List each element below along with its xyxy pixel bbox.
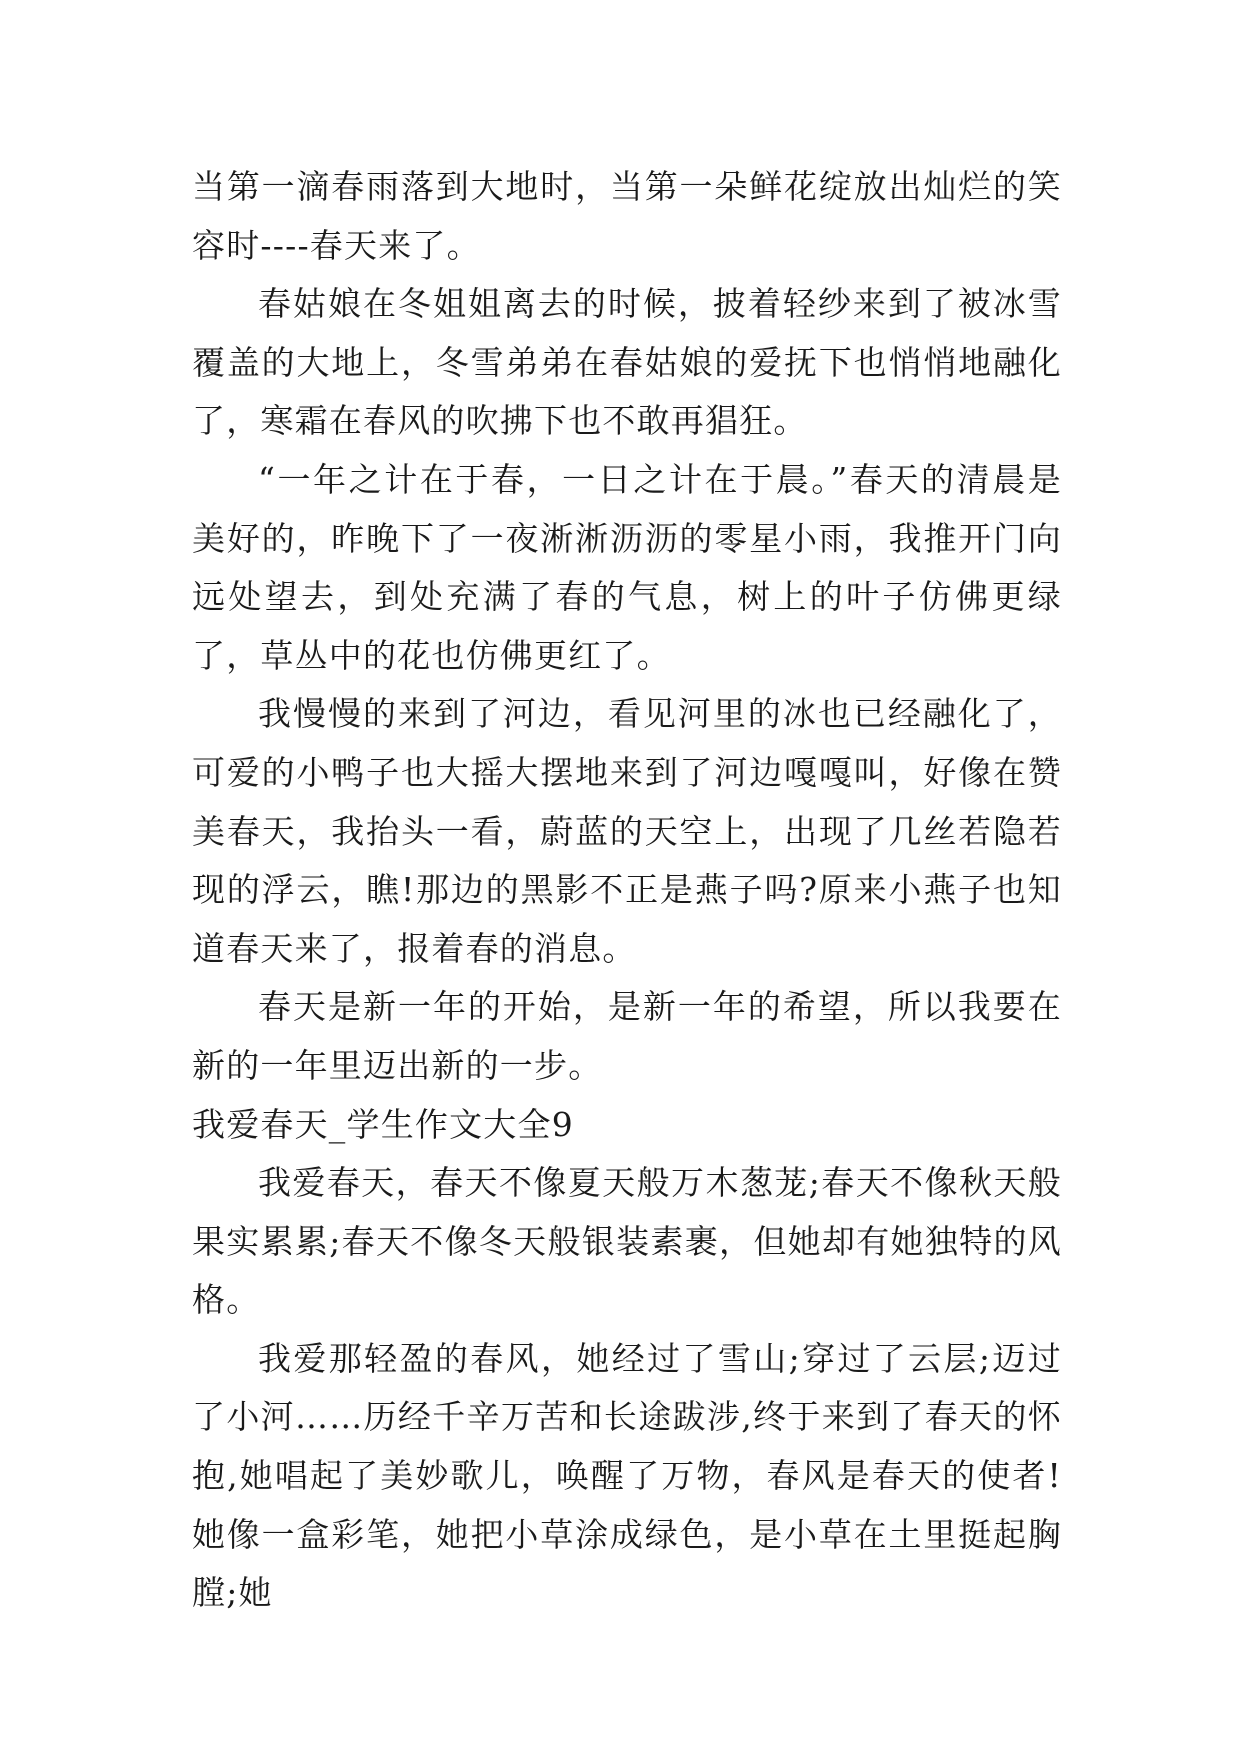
paragraph: 我慢慢的来到了河边，看见河里的冰也已经融化了，可爱的小鸭子也大摇大摆地来到了河边嘎嘎叫，好像在赞美春天，我抬头一看，蔚蓝的天空上，出现了几丝若隐若现的浮云，瞧!那边的黑影不正是燕子吗?原来小燕子也知道春天来了，报着春的消息。 xyxy=(192,694,1062,968)
paragraph: 我爱春天，春天不像夏天般万木葱茏;春天不像秋天般果实累累;春天不像冬天般银装素裹，但她却有她独特的风格。 xyxy=(192,1163,1062,1320)
paragraph: “一年之计在于春，一日之计在于晨。”春天的清晨是美好的，昨晚下了一夜淅淅沥沥的零星小雨，我推开门向远处望去，到处充满了春的气息，树上的叶子仿佛更绿了，草丛中的花也仿佛更红了。 xyxy=(192,459,1062,675)
document-body xyxy=(192,158,1062,1623)
paragraph-continuation: 当第一滴春雨落到大地时，当第一朵鲜花绽放出灿烂的笑容时----春天来了。 xyxy=(192,167,1062,265)
section-title: 我爱春天_学生作文大全9 xyxy=(192,1104,574,1144)
paragraph: 春天是新一年的开始，是新一年的希望，所以我要在新的一年里迈出新的一步。 xyxy=(192,987,1062,1085)
paragraph: 我爱那轻盈的春风，她经过了雪山;穿过了云层;迈过了小河……历经千辛万苦和长途跋涉,终于来到了春天的怀抱,她唱起了美妙歌儿，唤醒了万物，春风是春天的使者!她像一盒彩笔，她把小草涂成绿色，是小草在土里挺起胸膛;她 xyxy=(192,1338,1062,1613)
paragraph: 春姑娘在冬姐姐离去的时候，披着轻纱来到了被冰雪覆盖的大地上，冬雪弟弟在春姑娘的爱抚下也悄悄地融化了，寒霜在春风的吹拂下也不敢再猖狂。 xyxy=(192,284,1062,441)
